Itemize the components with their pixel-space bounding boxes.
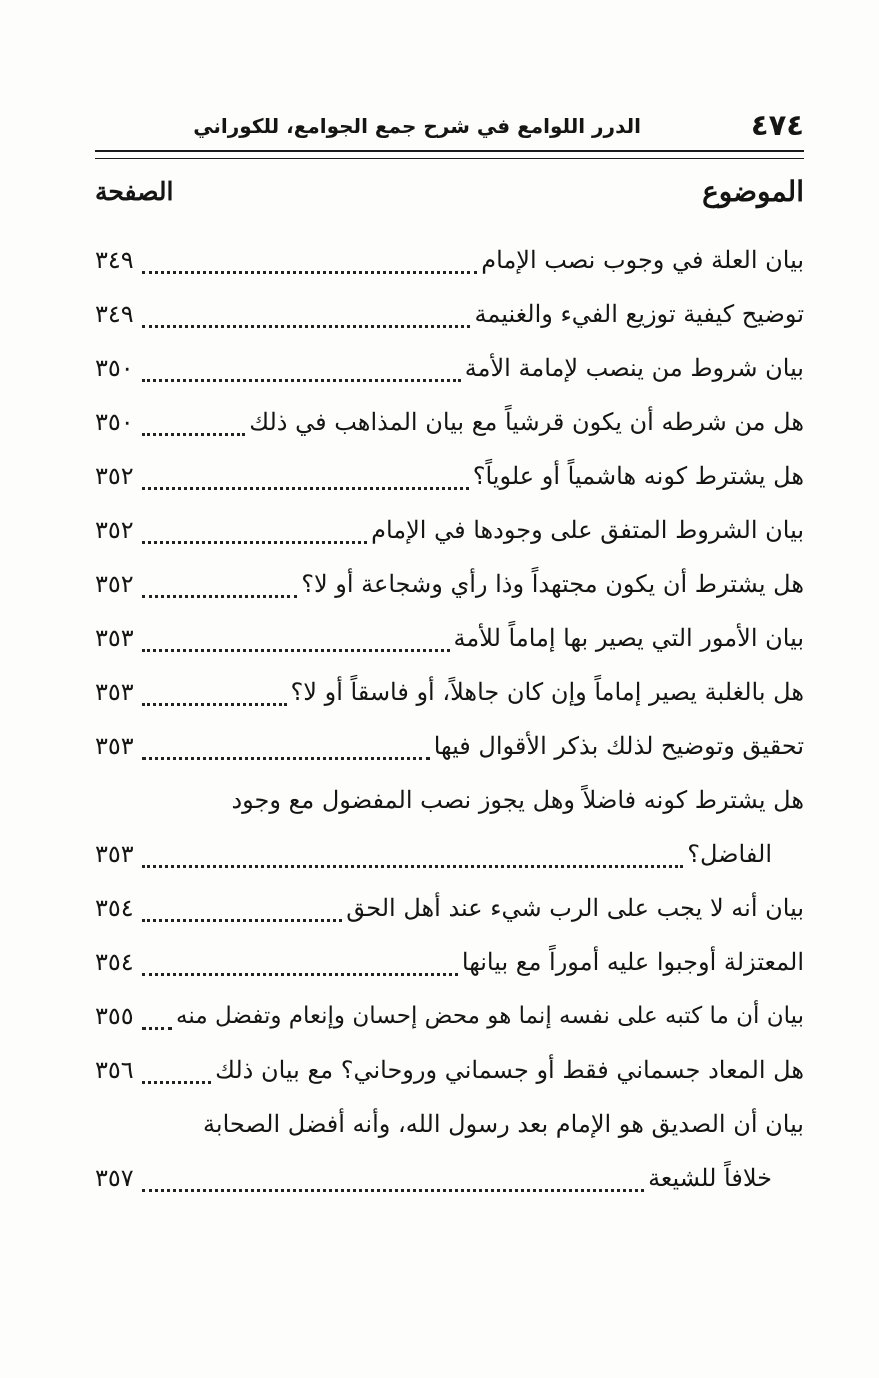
dot-leader [142, 430, 245, 436]
toc-entry[interactable] [95, 772, 804, 880]
dot-leader [142, 700, 287, 706]
entry-page: ٣٥٤ [95, 894, 134, 922]
header-rule [95, 150, 804, 159]
dot-leader [142, 376, 461, 382]
entry-title: بيان العلة في وجوب نصب الإمام [481, 246, 804, 274]
entry-title: هل بالغلبة يصير إماماً وإن كان جاهلاً، أو فاسقاً أو لا؟ [290, 678, 804, 706]
entry-page: ٣٥٤ [95, 948, 134, 976]
page-number: ٤٧٤ [750, 108, 804, 142]
toc-list [95, 232, 804, 1204]
entry-page: ٣٥٣ [95, 840, 134, 868]
toc-entry[interactable] [95, 988, 804, 1042]
entry-title: بيان أنه لا يجب على الرب شيء عند أهل الحق [346, 894, 804, 922]
toc-entry[interactable] [95, 502, 804, 556]
toc-entry[interactable] [95, 340, 804, 394]
toc-entry[interactable] [95, 1042, 804, 1096]
dot-leader [142, 646, 450, 652]
entry-title: بيان الأمور التي يصير بها إماماً للأمة [453, 624, 804, 652]
entry-title: هل يشترط كونه هاشمياً أو علوياً؟ [472, 462, 804, 490]
toc-entry[interactable] [95, 556, 804, 610]
toc-entry[interactable] [95, 286, 804, 340]
toc-entry[interactable] [95, 448, 804, 502]
toc-entry[interactable] [95, 718, 804, 772]
toc-entry[interactable] [95, 394, 804, 448]
entry-title-continued: خلافاً للشيعة [648, 1164, 772, 1192]
dot-leader [142, 862, 683, 868]
column-header [95, 170, 804, 220]
entry-title: توضيح كيفية توزيع الفيء والغنيمة [474, 300, 804, 328]
entry-title: بيان أن الصديق هو الإمام بعد رسول الله، وأنه أفضل الصحابة [203, 1110, 804, 1138]
entry-page: ٣٥٧ [95, 1164, 134, 1192]
dot-leader [142, 322, 470, 328]
toc-entry[interactable] [95, 934, 804, 988]
dot-leader [142, 1024, 172, 1030]
entry-title-continued: الفاضل؟ [687, 840, 772, 868]
entry-title: هل المعاد جسماني فقط أو جسماني وروحاني؟ مع بيان ذلك [215, 1056, 804, 1084]
entry-page: ٣٥٢ [95, 516, 134, 544]
dot-leader [142, 592, 297, 598]
entry-page: ٣٥٥ [95, 1002, 134, 1030]
toc-entry[interactable] [95, 610, 804, 664]
entry-page: ٣٤٩ [95, 300, 134, 328]
dot-leader [142, 538, 367, 544]
dot-leader [142, 916, 342, 922]
dot-leader [142, 1078, 211, 1084]
entry-page: ٣٥٢ [95, 462, 134, 490]
entry-title: بيان الشروط المتفق على وجودها في الإمام [371, 516, 804, 544]
column-topic-label: الموضوع [702, 175, 804, 208]
entry-page: ٣٥٣ [95, 624, 134, 652]
column-page-label: الصفحة [95, 177, 174, 206]
dot-leader [142, 268, 477, 274]
dot-leader [142, 484, 469, 490]
entry-title: بيان شروط من ينصب لإمامة الأمة [464, 354, 804, 382]
entry-page: ٣٥٣ [95, 678, 134, 706]
entry-title: هل يشترط أن يكون مجتهداً وذا رأي وشجاعة أو لا؟ [301, 570, 804, 598]
toc-entry[interactable] [95, 232, 804, 286]
entry-page: ٣٥٦ [95, 1056, 134, 1084]
entry-page: ٣٤٩ [95, 246, 134, 274]
entry-page: ٣٥٢ [95, 570, 134, 598]
toc-entry[interactable] [95, 880, 804, 934]
entry-title: المعتزلة أوجبوا عليه أموراً مع بيانها [461, 948, 804, 976]
entry-title: هل من شرطه أن يكون قرشياً مع بيان المذاهب في ذلك [249, 408, 804, 436]
running-head [95, 108, 804, 142]
toc-entry[interactable] [95, 664, 804, 718]
dot-leader [142, 970, 458, 976]
entry-page: ٣٥٠ [95, 354, 134, 382]
entry-title: هل يشترط كونه فاضلاً وهل يجوز نصب المفضول مع وجود [231, 786, 804, 814]
toc-entry[interactable] [95, 1096, 804, 1204]
entry-title: تحقيق وتوضيح لذلك بذكر الأقوال فيها [433, 732, 804, 760]
entry-page: ٣٥٠ [95, 408, 134, 436]
book-title: الدرر اللوامع في شرح جمع الجوامع، للكوراني [193, 114, 641, 138]
dot-leader [142, 1186, 644, 1192]
dot-leader [142, 754, 430, 760]
entry-title: بيان أن ما كتبه على نفسه إنما هو محض إحسان وإنعام وتفضل منه [176, 1003, 804, 1029]
entry-page: ٣٥٣ [95, 732, 134, 760]
